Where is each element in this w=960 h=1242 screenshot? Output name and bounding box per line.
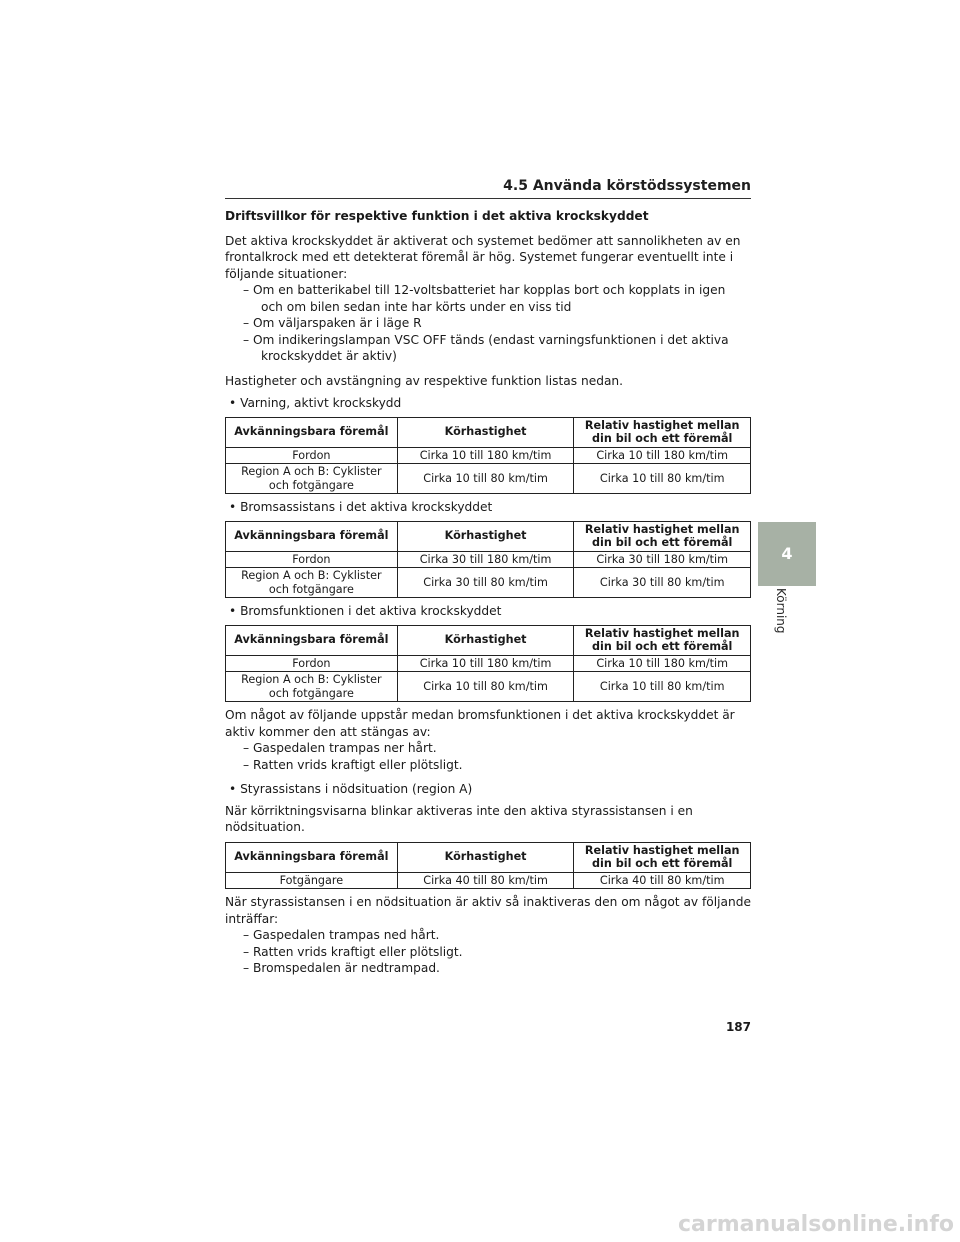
intro-paragraph: Det aktiva krockskyddet är aktiverat och systemet bedömer att sannolikheten av en frontalkrock med ett detekterat föremål är hög. Systemet fungerar eventuellt inte i följande situationer: — [225, 233, 741, 281]
table-cell: Fordon — [226, 447, 398, 464]
table-cell: Cirka 10 till 180 km/tim — [397, 655, 574, 672]
col-header: Körhastighet — [397, 521, 574, 551]
table-cell: Cirka 10 till 180 km/tim — [574, 655, 751, 672]
bullet-steering-assist: • Styrassistans i nödsituation (region A) — [229, 782, 473, 796]
table-brake-function — [225, 625, 751, 703]
col-header: Avkänningsbara föremål — [226, 417, 398, 447]
watermark: carmanualsonline.info — [678, 1212, 954, 1237]
list-item: – Ratten vrids kraftigt eller plötsligt. — [243, 944, 463, 959]
chapter-number: 4 — [781, 544, 793, 563]
list-item: – Bromspedalen är nedtrampad. — [243, 961, 440, 975]
col-header: Körhastighet — [397, 417, 574, 447]
table-cell: Cirka 10 till 80 km/tim — [574, 464, 751, 494]
table-cell: Cirka 30 till 80 km/tim — [397, 568, 574, 598]
list-item: – Om en batterikabel till 12-voltsbatteriet har kopplas bort och kopplats in igen och om bilen sedan inte har körts under en viss tid — [243, 283, 726, 314]
steer-cancel-intro: När styrassistansen i en nödsituation är aktiv så inaktiveras den om något av följande inträffar: — [225, 895, 751, 926]
table-cell: Region A och B: Cyklister och fotgängare — [226, 672, 398, 702]
col-header: Körhastighet — [397, 625, 574, 655]
col-header: Relativ hastighet mellan din bil och ett föremål — [574, 417, 751, 447]
table-cell: Cirka 10 till 80 km/tim — [397, 672, 574, 702]
table-row — [226, 655, 751, 672]
list-item: – Om indikeringslampan VSC OFF tänds (endast varningsfunktionen i det aktiva krockskyddet är aktiv) — [243, 332, 729, 363]
table-cell: Cirka 10 till 180 km/tim — [397, 447, 574, 464]
table-cell: Region A och B: Cyklister och fotgängare — [226, 568, 398, 598]
col-header: Körhastighet — [397, 842, 574, 872]
list-item: – Om väljarspaken är i läge R — [243, 316, 422, 330]
steer-cancel-list — [225, 927, 751, 977]
table-row — [226, 551, 751, 568]
table-row — [226, 672, 751, 702]
col-header: Avkänningsbara föremål — [226, 842, 398, 872]
table-cell: Fordon — [226, 655, 398, 672]
cancel-intro: Om något av följande uppstår medan bromsfunktionen i det aktiva krockskyddet är aktiv kommer den att stängas av: — [225, 708, 735, 739]
table-steering-assist — [225, 842, 751, 890]
table-brake-assist — [225, 521, 751, 599]
col-header: Avkänningsbara föremål — [226, 625, 398, 655]
speeds-intro: Hastigheter och avstängning av respektive funktion listas nedan. — [225, 373, 624, 388]
col-header: Relativ hastighet mellan din bil och ett föremål — [574, 842, 751, 872]
table-cell: Cirka 30 till 180 km/tim — [397, 551, 574, 568]
table-cell: Cirka 10 till 80 km/tim — [574, 672, 751, 702]
table-cell: Cirka 40 till 80 km/tim — [397, 872, 574, 889]
table-cell: Cirka 10 till 180 km/tim — [574, 447, 751, 464]
steer-text: När körriktningsvisarna blinkar aktiveras inte den aktiva styrassistansen i en nödsituation. — [225, 803, 693, 834]
list-item: – Ratten vrids kraftigt eller plötsligt. — [243, 757, 463, 772]
table-cell: Cirka 30 till 180 km/tim — [574, 551, 751, 568]
table-row — [226, 872, 751, 889]
page-content — [225, 208, 751, 985]
table-warning — [225, 417, 751, 495]
intro-list — [225, 282, 751, 365]
list-item: – Gaspedalen trampas ner hårt. — [243, 741, 437, 755]
table-row — [226, 464, 751, 494]
section-heading: Driftsvillkor för respektive funktion i det aktiva krockskyddet — [225, 209, 649, 223]
bullet-brake-assist: • Bromsassistans i det aktiva krockskyddet — [229, 500, 493, 514]
table-cell: Cirka 30 till 80 km/tim — [574, 568, 751, 598]
col-header: Relativ hastighet mellan din bil och ett föremål — [574, 521, 751, 551]
col-header: Avkänningsbara föremål — [226, 521, 398, 551]
table-cell: Fordon — [226, 551, 398, 568]
page-number: 187 — [725, 1020, 751, 1034]
list-item: – Gaspedalen trampas ned hårt. — [243, 928, 440, 942]
table-row — [226, 447, 751, 464]
col-header: Relativ hastighet mellan din bil och ett föremål — [574, 625, 751, 655]
section-header: 4.5 Använda körstödssystemen — [225, 178, 751, 199]
bullet-brake-function: • Bromsfunktionen i det aktiva krockskyddet — [229, 604, 502, 618]
chapter-label: Körning — [774, 588, 788, 634]
table-cell: Cirka 10 till 80 km/tim — [397, 464, 574, 494]
table-cell: Fotgängare — [226, 872, 398, 889]
cancel-list — [225, 740, 751, 773]
table-cell: Cirka 40 till 80 km/tim — [574, 872, 751, 889]
table-cell: Region A och B: Cyklister och fotgängare — [226, 464, 398, 494]
table-row — [226, 568, 751, 598]
bullet-warning: • Varning, aktivt krockskydd — [229, 396, 402, 410]
